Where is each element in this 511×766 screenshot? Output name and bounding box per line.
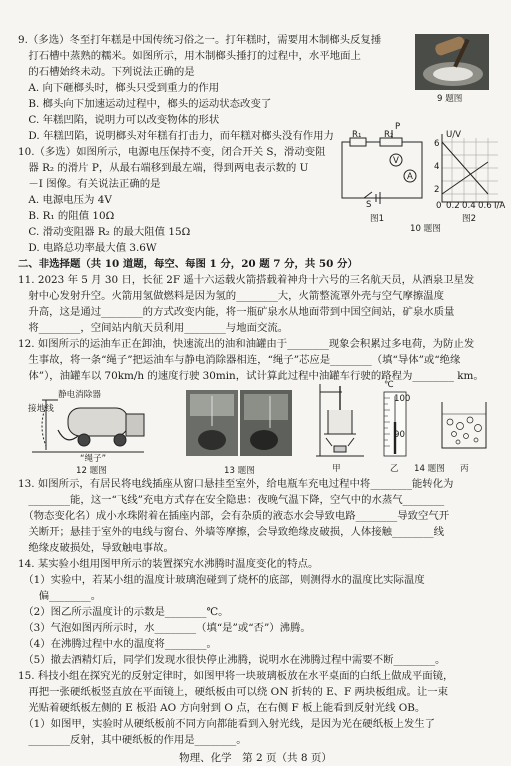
graph-xtick: 0.6 bbox=[478, 201, 492, 211]
figure-caption: 图2 bbox=[462, 214, 477, 224]
figure-caption: 9 题图 bbox=[437, 94, 463, 104]
text-line: A. 电源电压为 4V bbox=[18, 194, 112, 206]
circuit-label: P bbox=[395, 122, 401, 132]
figure-caption: 10 题图 bbox=[410, 224, 441, 234]
graph-ytick: 2 bbox=[434, 185, 440, 195]
page-footer: 物理、化学 第 2 页（共 8 页） bbox=[179, 752, 332, 764]
text-line: 体”），油罐车以 70km/h 的速度行驶 30min，试计算此过程中油罐车行驶的路程为________ km。 bbox=[18, 370, 484, 382]
text-line: D. 年糕凹陷，说明榔头对年糕有打击力，而年糕对榔头没有作用力 bbox=[18, 130, 334, 142]
scooter-photo-right bbox=[240, 390, 292, 456]
text-line: （物态变化名）成小水珠附着在插座内部，会有杂质的液态水会导致电路________导致空气开 bbox=[18, 510, 450, 522]
circuit-label: A bbox=[407, 172, 413, 182]
text-line: 射中心发射升空。火箭用氢做燃料是因为氢的________大，火箭整流罩外壳与空气摩擦温度 bbox=[18, 290, 445, 302]
text-line: 将________，空间站内航天员利用________与地面交流。 bbox=[18, 322, 289, 334]
scooter-photo-left bbox=[186, 390, 238, 456]
text-line: 9.（多选）冬至打年糕是中国传统习俗之一。打年糕时，需要用木制榔头反复捶 bbox=[18, 34, 382, 46]
figure-label: “绳子” bbox=[80, 454, 107, 464]
figure-caption: 12 题图 bbox=[76, 466, 107, 476]
graph-xtick: 0 bbox=[436, 201, 442, 211]
text-line: （2）图乙所示温度计的示数是________℃。 bbox=[18, 606, 229, 618]
thermometer-unit: ℃ bbox=[384, 380, 394, 390]
graph-xlabel: I/A bbox=[494, 201, 506, 211]
text-line: 生事故，将一条“绳子”把运油车与静电消除器相连，“绳子”芯应是________（填“导体”或“绝缘 bbox=[18, 354, 461, 366]
text-line: 关断开；悬挂于室外的电线与窗台、外墙等摩擦，会导致绝缘皮破损，人体接触________线 bbox=[18, 526, 445, 538]
text-line: （3）气泡如图丙所示时，水________（填“是”或“否”）沸腾。 bbox=[18, 622, 311, 634]
graph-xtick: 0.2 bbox=[446, 201, 460, 211]
text-line: ________能，这一“飞线”充电方式存在安全隐患：夜晚气温下降，空气中的水蒸气________ bbox=[18, 494, 445, 506]
text-line: B. R₁ 的阻值 10Ω bbox=[18, 210, 115, 222]
thermometer-tick: 90 bbox=[394, 430, 405, 440]
text-line: 升高，这是通过________的方式改变内能，将一瓶矿泉水从地面带到中国空间站，矿泉水质量 bbox=[18, 306, 455, 318]
text-line: B. 榔头向下加速运动过程中，榔头的运动状态改变了 bbox=[18, 98, 272, 110]
circuit-label: S bbox=[366, 200, 372, 210]
figure-label: 接地线 bbox=[28, 404, 54, 414]
u-i-graph bbox=[432, 132, 504, 210]
beaker-bubbles bbox=[436, 398, 492, 454]
circuit-diagram bbox=[340, 130, 424, 210]
text-line: （5）撤去酒精灯后，同学们发现水很快停止沸腾，说明水在沸腾过程中需要不断________。 bbox=[18, 654, 446, 666]
text-line: －I 图像。有关说法正确的是 bbox=[18, 178, 161, 190]
text-line: 打石槽中蒸熟的糯米。如图所示，用木制榔头捶打的过程中，水平地面上 bbox=[18, 50, 361, 62]
figure-caption: 14 题图 bbox=[414, 464, 445, 474]
graph-ytick: 4 bbox=[434, 162, 440, 172]
text-line: 11. 2023 年 5 月 30 日，长征 2F 遥十六运载火箭搭载着神舟十六号的三名航天员，从酒泉卫星发 bbox=[18, 274, 475, 286]
text-line: 12. 如图所示的运油车正在卸油，快速流出的油和油罐由于________现象会积累过多电荷，为防止发 bbox=[18, 338, 475, 350]
text-line: 的石槽始终未动。下列说法正确的是 bbox=[18, 66, 195, 78]
graph-ylabel: U/V bbox=[446, 130, 462, 140]
circuit-label: R₁ bbox=[352, 130, 362, 140]
mochi-pounding-photo bbox=[415, 34, 489, 90]
figure-caption: 13 题图 bbox=[224, 466, 255, 476]
text-line: 14. 某实验小组用图甲所示的装置探究水沸腾时温度变化的特点。 bbox=[18, 558, 319, 570]
text-line: 绝缘皮破损处，导致触电事故。 bbox=[18, 542, 174, 554]
text-line: 13. 如图所示，有居民将电线插座从窗口悬挂至室外，给电瓶车充电过程中将________能转化为 bbox=[18, 478, 454, 490]
circuit-label: V bbox=[393, 156, 399, 166]
boiling-apparatus bbox=[312, 380, 368, 460]
figure-caption: 图1 bbox=[370, 214, 385, 224]
text-line: 再把一张硬纸板竖直放在平面镜上，硬纸板由可以绕 ON 折转的 E、F 两块板组成。让一束 bbox=[18, 686, 449, 698]
figure-label: 丙 bbox=[460, 464, 469, 474]
text-line: A. 向下砸榔头时，榔头只受到重力的作用 bbox=[18, 82, 220, 94]
graph-ytick: 6 bbox=[434, 139, 440, 149]
figure-label: 静电消除器 bbox=[58, 390, 101, 400]
text-line: ________反射，其中硬纸板的作用是________。 bbox=[18, 734, 247, 746]
thermometer-tick: 100 bbox=[394, 394, 411, 404]
text-line: C. 滑动变阻器 R₂ 的最大阻值 15Ω bbox=[18, 226, 191, 238]
figure-label: 甲 bbox=[332, 464, 341, 474]
figure-label: 乙 bbox=[390, 464, 399, 474]
text-line: 15. 科技小组在探究光的反射定律时，如图甲将一块玻璃板放在水平桌面的白纸上做成平面镜， bbox=[18, 670, 454, 682]
text-line: D. 电路总功率最大值 3.6W bbox=[18, 242, 157, 254]
circuit-label: R₂ bbox=[384, 130, 394, 140]
section-heading: 二、非选择题（共 10 道题，每空、每图 1 分，20 题 7 分，共 50 分） bbox=[18, 258, 358, 270]
text-line: 器 R₂ 的滑片 P，从最右端移到最左端，得到两电表示数的 U bbox=[18, 162, 309, 174]
text-line: （1）实验中，若某小组的温度计玻璃泡碰到了烧杯的底部，则测得水的温度比实际温度 bbox=[18, 574, 425, 586]
text-line: （4）在沸腾过程中水的温度将________。 bbox=[18, 638, 217, 650]
text-line: 10.（多选）如图所示，电源电压保持不变，闭合开关 S，滑动变阻 bbox=[18, 146, 326, 158]
text-line: 光贴着硬纸板左侧的 E 板沿 AO 方向射到 O 点，在右侧 F 板上能看到反射光线 OB。 bbox=[18, 702, 426, 714]
text-line: 偏________。 bbox=[18, 590, 102, 602]
graph-xtick: 0.4 bbox=[462, 201, 476, 211]
text-line: C. 年糕凹陷，说明力可以改变物体的形状 bbox=[18, 114, 220, 126]
text-line: （1）如图甲，实验时从硬纸板前不同方向都能看到入射光线，是因为光在硬纸板上发生了 bbox=[18, 718, 436, 730]
